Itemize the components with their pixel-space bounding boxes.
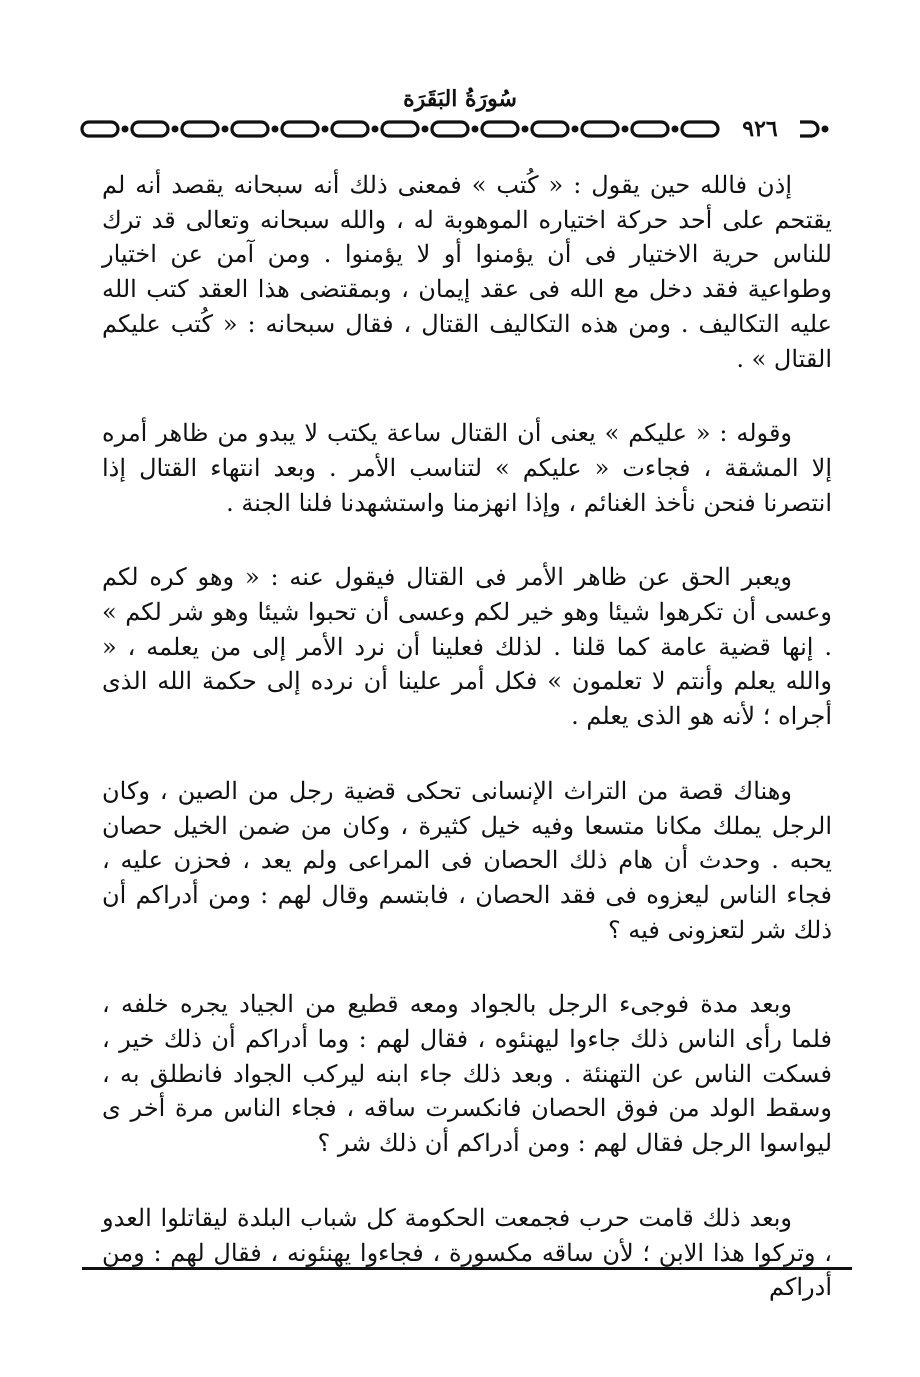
chain-link <box>532 122 568 136</box>
chain-link <box>632 122 668 136</box>
chain-link <box>82 122 118 136</box>
chain-dot <box>622 126 629 133</box>
chain-dot <box>222 126 229 133</box>
chain-dot <box>422 126 429 133</box>
chain-dot <box>822 126 829 133</box>
surah-title: سُورَةُ البَقَرَة <box>403 86 517 112</box>
footer-rule <box>82 1267 852 1270</box>
chain-dot <box>122 126 129 133</box>
chain-link <box>332 122 368 136</box>
chain-dot <box>572 126 579 133</box>
chain-dot <box>522 126 529 133</box>
paragraph: وبعد مدة فوجىء الرجل بالجواد ومعه قطيع من الجياد يجره خلفه ، فلما رأى الناس ذلك جاءوا ليهنئوه ، فقال لهم : وما أدراكم أن ذلك خير ، فسكت الناس عن التهنئة . وبعد ذلك جاء ابنه ليركب الجواد فانطلق به ، وسقط الولد من فوق الحصان فانكسرت ساقه ، فجاء الناس مرة أخر ى ليواسوا الرجل فقال لهم : ومن أدراكم أن ذلك شر ؟ <box>102 990 832 1158</box>
paragraph: وقوله : « عليكم » يعنى أن القتال ساعة يكتب لا يبدو من ظاهر أمره إلا المشقة ، فجاءت « عليكم » لتناسب الأمر . وبعد انتهاء القتال إذا انتصرنا فنحن نأخذ الغنائم ، وإذا انهزمنا واستشهدنا فلنا الجنة . <box>102 419 832 517</box>
chain-link <box>232 122 268 136</box>
chain-link <box>282 122 318 136</box>
paragraph: وبعد ذلك قامت حرب فجمعت الحكومة كل شباب البلدة ليقاتلوا العدو ، وتركوا هذا الابن ؛ لأن ساقه مكسورة ، فجاءوا يهنئونه ، فقال لهم : ومن أدراكم <box>102 1203 832 1302</box>
chain-link <box>482 122 518 136</box>
chain-dot <box>272 126 279 133</box>
chain-link <box>682 122 718 136</box>
chain-link <box>132 122 168 136</box>
paragraph: ويعبر الحق عن ظاهر الأمر فى القتال فيقول عنه : « وهو كره لكم وعسى أن تكرهوا شيئا وهو خير لكم وعسى أن تحبوا شيئا وهو شر لكم » . إنها قضية عامة كما قلنا . لذلك فعلينا أن نرد الأمر إلى من يعلمه ، « والله يعلم وأنتم لا تعلمون » فكل أمر علينا أن نرده إلى حكمة الله الذى أجراه ؛ لأنه هو الذى يعلم . <box>102 563 832 731</box>
chain-dot <box>372 126 379 133</box>
chain-dot <box>172 126 179 133</box>
paragraph: إذن فالله حين يقول : « كُتب » فمعنى ذلك أنه سبحانه يقصد أنه لم يقتحم على أحد حركة اختياره الموهوبة له ، والله سبحانه وتعالى قد ترك للناس حرية الاختيار فى أن يؤمنوا أو لا يؤمنوا . ومن آمن عن اختيار وطواعية فقد دخل مع الله فى عقد إيمان ، وبمقتضى هذا العقد كتب الله عليه التكاليف . ومن هذه التكاليف القتال ، فقال سبحانه : « كُتب عليكم القتال » . <box>102 171 832 373</box>
chain-dot <box>672 126 679 133</box>
chain-dot <box>472 126 479 133</box>
chain-link <box>182 122 218 136</box>
chain-dot <box>322 126 329 133</box>
chain-link <box>382 122 418 136</box>
paragraph: وهناك قصة من التراث الإنسانى تحكى قضية رجل من الصين ، وكان الرجل يملك مكانا متسعا وفيه خيل كثيرة ، وكان من ضمن الخيل حصان يحبه . وحدث أن هام ذلك الحصان فى المراعى ولم يعد ، فحزن عليه ، فجاء الناس ليعزوه فى فقد الحصان ، فابتسم وقال لهم : ومن أدراكم أن ذلك شر لتعزونى فيه ؟ <box>102 776 832 944</box>
chain-link <box>582 122 618 136</box>
page-number: ٩٢٦ <box>720 116 800 142</box>
chain-link <box>432 122 468 136</box>
body-text <box>102 168 832 1345</box>
